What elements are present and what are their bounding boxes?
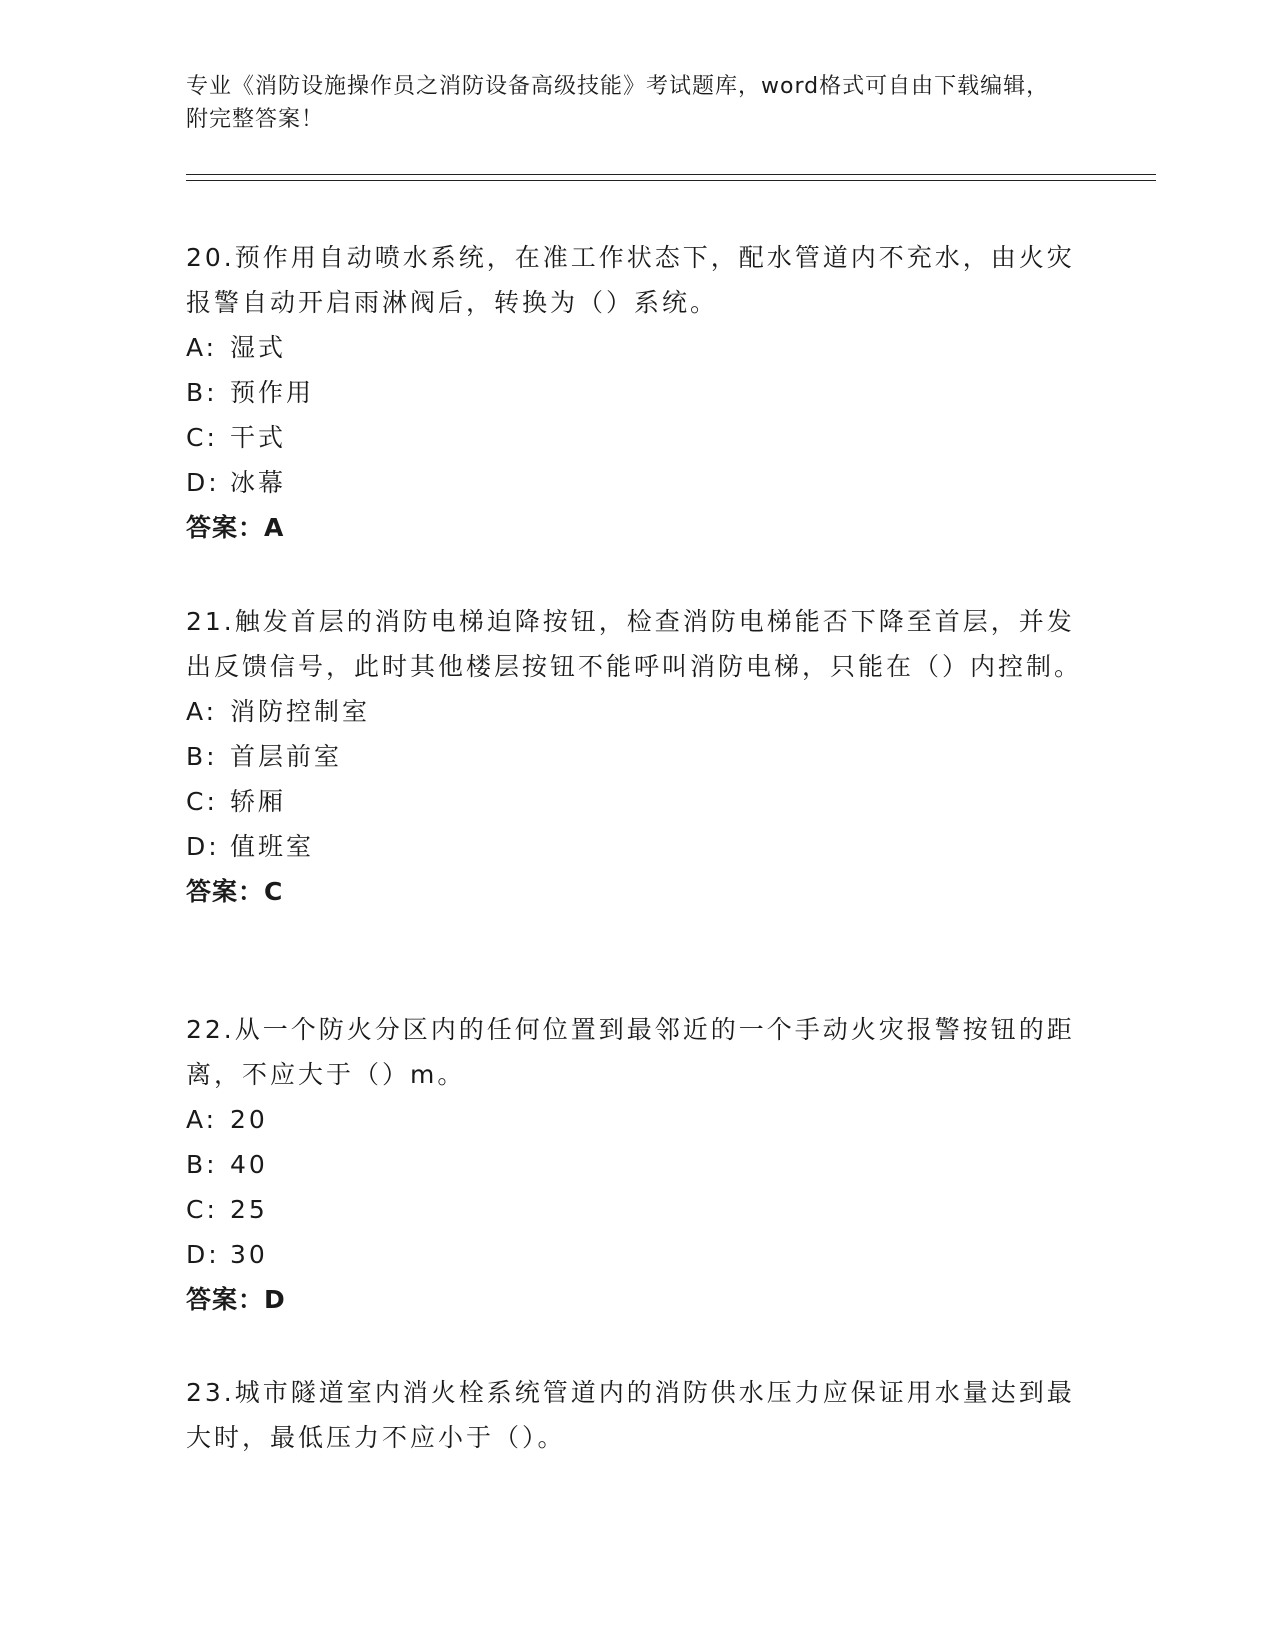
option-key: D: (186, 832, 220, 861)
answer-line: 答案：D (186, 1285, 286, 1314)
header-rule-top (186, 174, 1156, 175)
option-text: 干式 (230, 423, 287, 452)
option-key: C: (186, 423, 218, 452)
option-text: 冰幕 (230, 468, 287, 497)
option-text: 轿厢 (230, 787, 287, 816)
option-key: B: (186, 742, 218, 771)
option-text: 值班室 (230, 832, 315, 861)
option-text: 40 (230, 1150, 268, 1179)
option-key: A: (186, 1105, 218, 1134)
question-stem: 22.从一个防火分区内的任何位置到最邻近的一个手动火灾报警按钮的距离，不应大于（）m。 (186, 1015, 1075, 1089)
question-20 (186, 235, 1086, 550)
option-text: 30 (230, 1240, 268, 1269)
option-text: 首层前室 (230, 742, 343, 771)
option-b (186, 1142, 1086, 1187)
option-a (186, 1097, 1086, 1142)
option-c (186, 415, 1086, 460)
question-stem: 20.预作用自动喷水系统，在准工作状态下，配水管道内不充水，由火灾报警自动开启雨淋阀后，转换为（）系统。 (186, 243, 1075, 317)
option-key: C: (186, 787, 218, 816)
answer-line: 答案：C (186, 877, 284, 906)
option-a (186, 689, 1086, 734)
option-key: A: (186, 697, 218, 726)
question-23 (186, 1370, 1086, 1460)
option-a (186, 325, 1086, 370)
option-d (186, 824, 1086, 869)
question-21 (186, 599, 1086, 914)
option-d (186, 1232, 1086, 1277)
option-key: D: (186, 1240, 220, 1269)
header-rule-bottom (186, 180, 1156, 181)
option-text: 消防控制室 (230, 697, 371, 726)
option-c (186, 779, 1086, 824)
option-key: C: (186, 1195, 218, 1224)
question-stem: 23.城市隧道室内消火栓系统管道内的消防供水压力应保证用水量达到最大时，最低压力不应小于（）。 (186, 1378, 1075, 1452)
option-text: 25 (230, 1195, 268, 1224)
option-d (186, 460, 1086, 505)
option-text: 20 (230, 1105, 268, 1134)
option-key: B: (186, 378, 218, 407)
option-text: 湿式 (230, 333, 287, 362)
option-key: D: (186, 468, 220, 497)
option-c (186, 1187, 1086, 1232)
answer-line: 答案：A (186, 513, 285, 542)
document-header: 专业《消防设施操作员之消防设备高级技能》考试题库，word格式可自由下载编辑，附完整答案！ (186, 74, 1050, 132)
question-stem: 21.触发首层的消防电梯迫降按钮，检查消防电梯能否下降至首层，并发出反馈信号，此时其他楼层按钮不能呼叫消防电梯，只能在（）内控制。 (186, 607, 1083, 681)
question-22 (186, 1007, 1086, 1322)
option-b (186, 370, 1086, 415)
option-key: B: (186, 1150, 218, 1179)
option-text: 预作用 (230, 378, 315, 407)
option-b (186, 734, 1086, 779)
option-key: A: (186, 333, 218, 362)
